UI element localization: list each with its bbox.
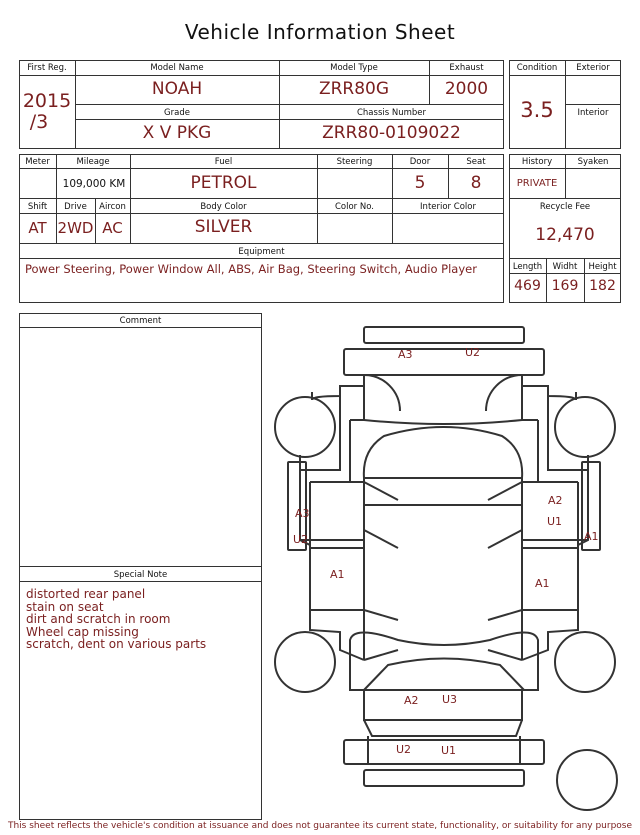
door-label: Door [409, 157, 431, 167]
width-value: 169 [551, 278, 579, 294]
drive-value: 2WD [57, 219, 94, 237]
damage-mark: A2 [404, 694, 419, 707]
shift-label: Shift [27, 202, 48, 212]
damage-mark: U1 [547, 515, 563, 528]
special-note-item: distorted rear panel [26, 587, 146, 601]
aircon-value: AC [102, 219, 123, 237]
first-reg-label: First Reg. [27, 63, 67, 73]
damage-mark: U2 [396, 743, 412, 756]
equipment-value: Power Steering, Power Window All, ABS, Air Bag, Steering Switch, Audio Player [25, 262, 477, 276]
special-note-item: stain on seat [26, 599, 104, 614]
meter-label: Meter [25, 157, 50, 167]
drive-label: Drive [64, 202, 87, 212]
aircon-label: Aircon [99, 202, 126, 212]
length-label: Length [512, 262, 543, 272]
exterior-label: Exterior [576, 63, 610, 73]
equipment-label: Equipment [238, 247, 285, 257]
seat-value: 8 [470, 173, 482, 193]
recycle-fee-label: Recycle Fee [539, 202, 591, 212]
history-value: PRIVATE [516, 178, 558, 189]
steering-label: Steering [336, 157, 373, 167]
damage-mark: A1 [535, 577, 550, 590]
damage-mark: A3 [295, 507, 310, 520]
model-name-label: Model Name [150, 63, 204, 73]
exhaust-value: 2000 [444, 79, 489, 99]
grade-value: X V PKG [142, 123, 212, 143]
height-label: Height [588, 262, 617, 272]
fuel-value: PETROL [190, 173, 257, 193]
special-notes-list [26, 588, 206, 651]
interior-color-label: Interior Color [420, 202, 476, 212]
special-note-item: Wheel cap missing [26, 624, 139, 639]
syaken-label: Syaken [577, 157, 609, 167]
damage-mark: A1 [330, 568, 345, 581]
color-no-label: Color No. [334, 202, 374, 212]
grade-label: Grade [164, 108, 190, 118]
fuel-label: Fuel [214, 157, 233, 167]
exhaust-label: Exhaust [449, 63, 484, 73]
shift-value: AT [28, 219, 47, 237]
damage-mark: U2 [465, 346, 481, 359]
body-color-value: SILVER [194, 217, 253, 237]
model-type-label: Model Type [330, 63, 378, 73]
model-type-value: ZRR80G [318, 79, 390, 99]
interior-label: Interior [577, 108, 609, 118]
history-label: History [521, 157, 553, 167]
special-note-item: scratch, dent on various parts [26, 637, 207, 651]
door-value: 5 [414, 173, 426, 193]
footer-disclaimer: This sheet reflects the vehicle's condition at issuance and does not guarantee its current state, functionality, or suitability for any purpose [7, 821, 633, 831]
first-reg-month: /3 [29, 111, 49, 133]
damage-mark: U2 [293, 533, 309, 546]
damage-mark: U1 [441, 744, 457, 757]
seat-label: Seat [466, 157, 486, 167]
chassis-number-value: ZRR80-0109022 [322, 123, 461, 143]
condition-grade: 3.5 [520, 98, 554, 122]
damage-mark: A2 [548, 494, 563, 507]
special-note-item: dirt and scratch in room [26, 612, 171, 626]
mileage-value: 109,000 KM [62, 178, 126, 190]
damage-mark: A1 [584, 530, 599, 543]
special-note-label: Special Note [113, 570, 168, 580]
first-reg-year: 2015 [22, 90, 72, 112]
body-color-label: Body Color [200, 202, 247, 212]
recycle-fee-value: 12,470 [535, 225, 595, 245]
damage-mark: U3 [442, 693, 458, 706]
page-title: Vehicle Information Sheet [184, 20, 456, 44]
width-label: Widht [552, 262, 578, 272]
length-value: 469 [514, 278, 541, 294]
model-name-value: NOAH [151, 79, 203, 99]
comment-label: Comment [119, 316, 162, 326]
condition-label: Condition [516, 63, 558, 73]
height-value: 182 [589, 278, 616, 294]
mileage-label: Mileage [76, 157, 110, 167]
damage-mark: A3 [398, 348, 413, 361]
chassis-number-label: Chassis Number [356, 108, 427, 118]
